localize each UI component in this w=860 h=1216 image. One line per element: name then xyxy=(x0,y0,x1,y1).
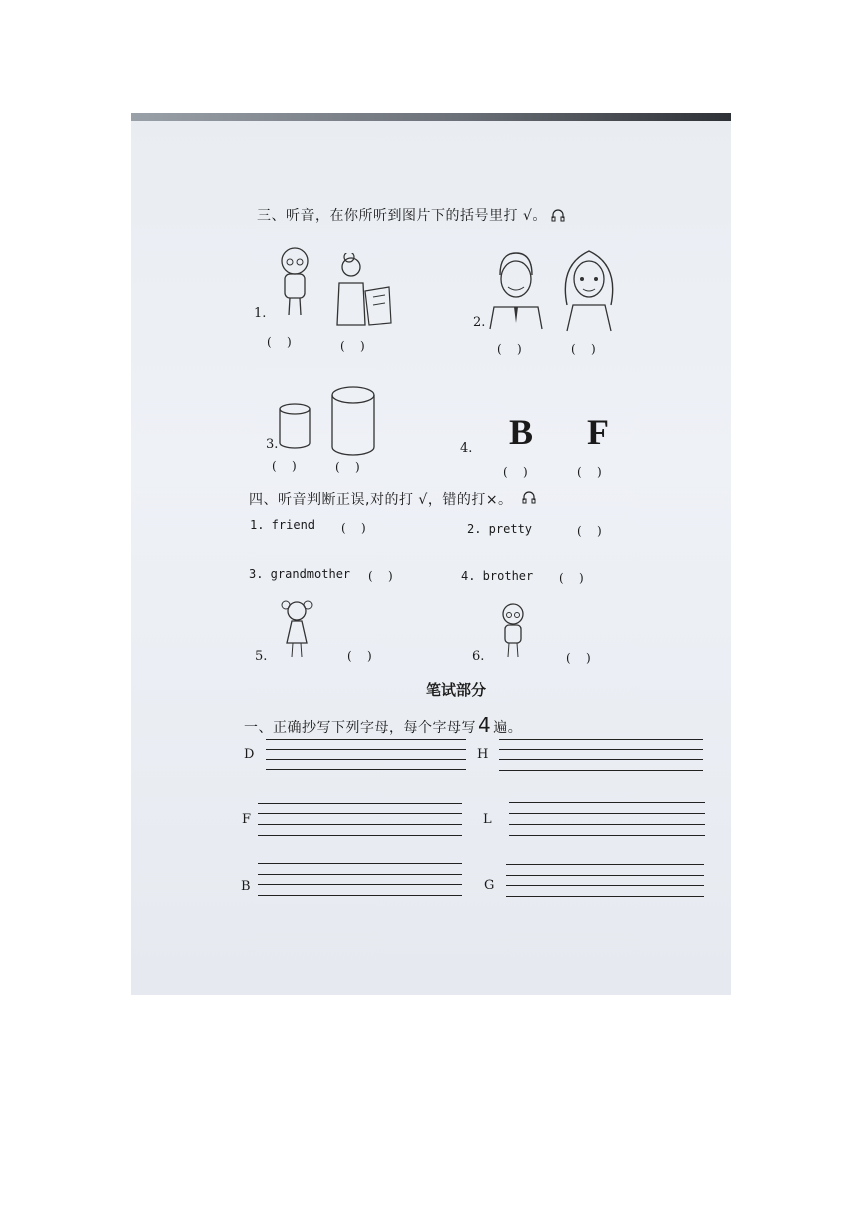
letter-f: F xyxy=(587,412,609,452)
item-number: 4. xyxy=(460,441,473,456)
headphone-icon xyxy=(550,207,566,223)
section3-title: 三、听音，在你所听到图片下的括号里打 √。 xyxy=(257,208,547,224)
copy-letter: B xyxy=(241,879,251,894)
answer-bracket[interactable]: ( ) xyxy=(577,465,602,479)
section4-title: 四、听音判断正误,对的打 √，错的打×。 xyxy=(249,492,513,508)
girl-icon xyxy=(553,245,625,333)
letter-b: B xyxy=(509,412,534,452)
tall-cylinder-icon xyxy=(329,383,381,459)
grandpa-small-icon xyxy=(495,601,535,663)
copy-letter: F xyxy=(242,812,252,827)
answer-bracket[interactable]: ( ) xyxy=(577,524,602,538)
copy-letter: G xyxy=(484,878,495,893)
item-number: 5. xyxy=(255,649,268,664)
copy-letter: L xyxy=(483,812,492,827)
man-icon xyxy=(486,249,546,331)
answer-bracket[interactable]: ( ) xyxy=(571,342,596,356)
answer-bracket[interactable]: ( ) xyxy=(335,460,360,474)
answer-bracket[interactable]: ( ) xyxy=(566,651,591,665)
written-heading: 笔试部分 xyxy=(426,681,487,699)
word-item: 4. brother xyxy=(461,569,534,583)
item-number: 3. xyxy=(266,437,279,452)
girl-doll-icon xyxy=(275,597,323,661)
grandma-icon xyxy=(329,253,395,329)
copy-letter: D xyxy=(244,747,255,762)
word-item: 2. pretty xyxy=(467,522,533,536)
short-cylinder-icon xyxy=(277,401,317,453)
answer-bracket[interactable]: ( ) xyxy=(347,649,372,663)
paper-top-edge xyxy=(131,113,731,121)
item-number: 2. xyxy=(473,315,486,330)
word-item: 3. grandmother xyxy=(249,567,351,581)
answer-bracket[interactable]: ( ) xyxy=(267,335,292,349)
word-item: 1. friend xyxy=(250,518,316,532)
answer-bracket[interactable]: ( ) xyxy=(368,569,393,583)
answer-bracket[interactable]: ( ) xyxy=(497,342,522,356)
grandpa-icon xyxy=(271,243,321,323)
copy-letter: H xyxy=(477,747,489,762)
answer-bracket[interactable]: ( ) xyxy=(503,465,528,479)
written-section1-title: 一、正确抄写下列字母，每个字母写 4 遍。 xyxy=(244,713,523,737)
item-number: 1. xyxy=(254,306,267,321)
headphone-icon xyxy=(521,489,537,505)
worksheet-paper xyxy=(131,113,731,995)
answer-bracket[interactable]: ( ) xyxy=(559,571,584,585)
answer-bracket[interactable]: ( ) xyxy=(340,339,365,353)
answer-bracket[interactable]: ( ) xyxy=(341,521,366,535)
answer-bracket[interactable]: ( ) xyxy=(272,459,297,473)
item-number: 6. xyxy=(472,649,485,664)
